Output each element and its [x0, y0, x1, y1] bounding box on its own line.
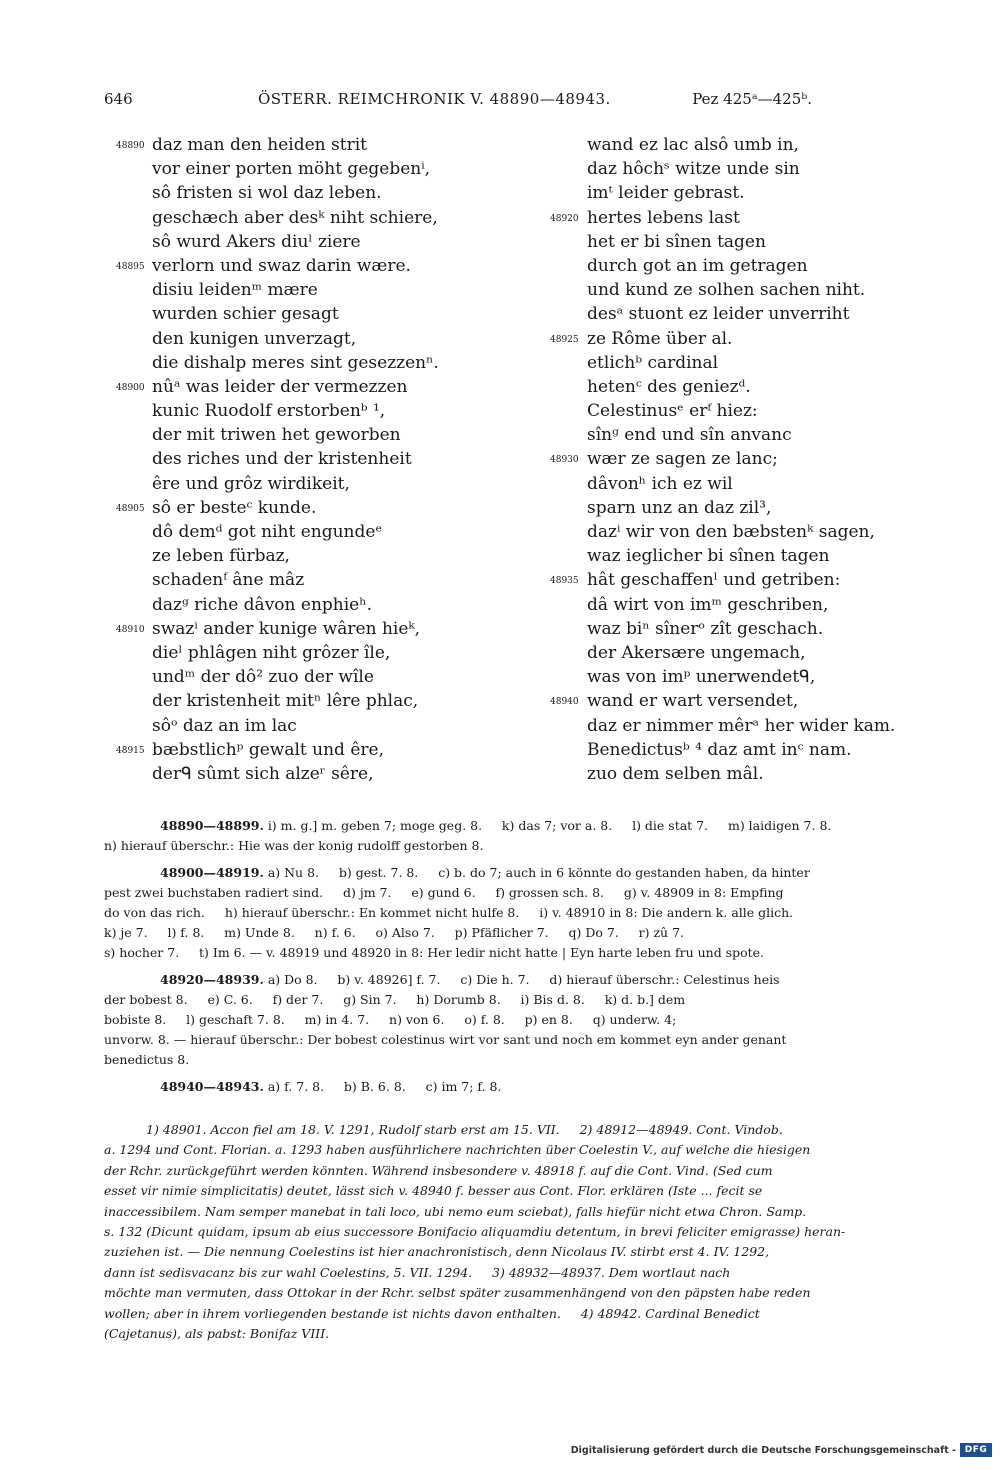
note-line: 1) 48901. Accon fiel am 18. V. 1291, Rudolf starb erst am 15. VII. 2) 48912—48949. Cont. Vindob.: [146, 1122, 783, 1137]
verse-line: [550, 544, 970, 568]
verse-text: êre und grôz wirdikeit,: [152, 473, 350, 494]
verse-text: bæbstlichᵖ gewalt und êre,: [152, 739, 384, 760]
apparatus-block: [104, 863, 960, 963]
verse-line: [550, 520, 970, 544]
verse-text: sôᵒ daz an im lac: [152, 715, 297, 736]
verse-line: [550, 351, 970, 375]
verse-text: wand er wart versendet,: [587, 691, 799, 712]
apparatus-line: [104, 1050, 960, 1070]
verse-text: dô demᵈ got niht engundeᵉ: [152, 522, 383, 542]
apparatus-text: der bobest 8. e) C. 6. f) der 7. g) Sin 7. h) Dorumb 8. i) Bis d. 8. k) d. b.] dem: [104, 992, 686, 1007]
apparatus-text: a) f. 7. 8. b) B. 6. 8. c) im 7; f. 8.: [267, 1079, 502, 1094]
verse-text: swazⁱ ander kunige wâren hieᵏ,: [152, 618, 421, 639]
verse-text: vor einer porten möht gegebenⁱ,: [152, 159, 431, 180]
pez-reference: Pez 425ᵃ—425ᵇ.: [692, 90, 812, 108]
apparatus-verse-range: 48940—48943.: [160, 1079, 264, 1094]
verse-text: daz er nimmer mêrᵃ her wider kam.: [587, 715, 896, 736]
verse-line: [116, 568, 536, 592]
verse-text: imᵗ leider gebrast.: [587, 183, 745, 204]
verse-line: [116, 278, 536, 302]
verse-text: verlorn und swaz darin wære.: [152, 255, 411, 276]
verse-line: [550, 689, 970, 713]
verse-line: [550, 447, 970, 471]
verse-text: wær ze sagen ze lanc;: [587, 449, 778, 470]
running-title: ÖSTERR. REIMCHRONIK V. 48890—48943.: [258, 90, 611, 108]
verse-text: het er bi sînen tagen: [587, 231, 766, 252]
apparatus-text: k) je 7. l) f. 8. m) Unde 8. n) f. 6. o) Also 7. p) Pfäflicher 7. q) Do 7. r) zû 7.: [104, 925, 685, 940]
verse-line: [116, 738, 536, 762]
verse-line: [116, 689, 536, 713]
verse-column-left: [116, 133, 536, 786]
verse-line: [116, 496, 536, 520]
apparatus-text: a) Nu 8. b) gest. 7. 8. c) b. do 7; auch in 6 könnte do gestanden haben, da hinter: [267, 865, 810, 880]
note-line: der Rchr. zurückgeführt werden könnten. Während insbesondere v. 48918 f. auf die Cont. Vind. (Sed cum: [104, 1162, 773, 1178]
apparatus-text: bobiste 8. l) geschaft 7. 8. m) in 4. 7. n) von 6. o) f. 8. p) en 8. q) underw. 4;: [104, 1012, 677, 1027]
note-line: möchte man vermuten, dass Ottokar in der Rchr. selbst später zusammenhängend von den päpsten habe reden: [104, 1285, 811, 1301]
verse-line: [550, 665, 970, 689]
verse-text: des riches und der kristenheit: [152, 449, 412, 470]
apparatus-line: [104, 836, 960, 856]
funding-footer: [571, 1442, 992, 1458]
verse-line: [116, 617, 536, 641]
verse-text: Celestinusᵉ erᶠ hiez:: [587, 401, 758, 422]
verse-text: schadenᶠ âne mâz: [152, 570, 305, 591]
verse-text: sô wurd Akers diuˡ ziere: [152, 231, 361, 252]
verse-text: und kund ze solhen sachen niht.: [587, 280, 866, 301]
verse-text: hetenᶜ des geniezᵈ.: [587, 376, 751, 397]
verse-line: [550, 254, 970, 278]
note-line: (Cajetanus), als pabst: Bonifaz VIII.: [104, 1325, 330, 1341]
verse-line: [116, 641, 536, 665]
apparatus-line: [104, 816, 960, 836]
verse-number: 48920: [550, 213, 579, 224]
verse-line: [116, 133, 536, 157]
apparatus-line: [104, 990, 960, 1010]
verse-line: [116, 544, 536, 568]
verse-line: [116, 472, 536, 496]
verse-line: [550, 327, 970, 351]
verse-text: wurden schier gesagt: [152, 304, 339, 325]
verse-text: dâvonʰ ich ez wil: [587, 473, 733, 494]
verse-text: der mit triwen het geworben: [152, 425, 401, 446]
verse-line: [116, 447, 536, 471]
apparatus-block: [104, 970, 960, 1070]
verse-line: [116, 520, 536, 544]
verse-number: 48935: [550, 576, 579, 587]
verse-text: nûᵃ was leider der vermezzen: [152, 376, 408, 397]
verse-line: [116, 375, 536, 399]
verse-line: [550, 206, 970, 230]
verse-line: [550, 593, 970, 617]
verse-text: geschæch aber desᵏ niht schiere,: [152, 207, 438, 228]
apparatus-line: [104, 1030, 960, 1050]
verse-text: sô er besteᶜ kunde.: [152, 497, 317, 518]
verse-text: Benedictusᵇ ⁴ daz amt inᶜ nam.: [587, 739, 852, 760]
apparatus-line: [104, 863, 960, 883]
verse-text: sô fristen si wol daz leben.: [152, 183, 382, 204]
verse-line: [550, 157, 970, 181]
verse-text: dazᵍ riche dâvon enphieʰ.: [152, 594, 372, 615]
verse-line: [116, 351, 536, 375]
verse-line: [116, 762, 536, 786]
verse-number: 48930: [550, 455, 579, 466]
verse-text: daz hôchˢ witze unde sin: [587, 159, 800, 180]
verse-text: waz biⁿ sînerᵒ zît geschach.: [587, 618, 824, 639]
verse-text: dieˡ phlâgen niht grôzer île,: [152, 642, 391, 663]
verse-line: [550, 472, 970, 496]
apparatus-line: [104, 1010, 960, 1030]
verse-number: 48910: [116, 624, 145, 635]
verse-text: der kristenheit mitⁿ lêre phlac,: [152, 691, 419, 712]
note-line: dann ist sedisvacanz bis zur wahl Coelestins, 5. VII. 1294. 3) 48932—48937. Dem wortlaut nach: [104, 1264, 731, 1280]
verse-number: 48940: [550, 697, 579, 708]
verse-text: hât geschaffenˡ und getriben:: [587, 570, 841, 591]
verse-text: kunic Ruodolf erstorbenᵇ ¹,: [152, 401, 386, 422]
apparatus-text: n) hierauf überschr.: Hie was der konig rudolff gestorben 8.: [104, 838, 484, 853]
verse-line: [116, 665, 536, 689]
verse-text: durch got an im getragen: [587, 255, 808, 276]
verse-text: zuo dem selben mâl.: [587, 763, 764, 784]
verse-line: [550, 302, 970, 326]
verse-line: [116, 593, 536, 617]
apparatus-block: [104, 816, 960, 856]
apparatus-text: i) m. g.] m. geben 7; moge geg. 8. k) das 7; vor a. 8. l) die stat 7. m) laidigen 7. 8.: [267, 818, 832, 833]
apparatus-line: [104, 883, 960, 903]
verse-line: [116, 254, 536, 278]
apparatus-verse-range: 48890—48899.: [160, 818, 264, 833]
note-line: s. 132 (Dicunt quidam, ipsum ab eius successore Bonifacio aliquamdiu detentum, in brevi feliciter emigrasse) heran-: [104, 1223, 846, 1239]
note-line: wollen; aber in ihrem vorliegenden bestande ist nichts davon enthalten. 4) 48942. Cardinal Benedict: [104, 1305, 760, 1321]
verse-line: [550, 568, 970, 592]
verse-text: wand ez lac alsô umb in,: [587, 135, 799, 155]
verse-line: [116, 157, 536, 181]
verse-line: [550, 230, 970, 254]
verse-text: etlichᵇ cardinal: [587, 352, 719, 373]
verse-line: [550, 278, 970, 302]
verse-line: [550, 714, 970, 738]
apparatus-text: s) hocher 7. t) Im 6. — v. 48919 und 48920 in 8: Her ledir nicht hatte | Eyn harte leben fru und spote.: [104, 945, 765, 960]
apparatus-text: a) Do 8. b) v. 48926] f. 7. c) Die h. 7. d) hierauf überschr.: Celestinus heis: [267, 972, 780, 987]
verse-column-right: [550, 133, 970, 786]
verse-line: [116, 423, 536, 447]
verse-line: [550, 181, 970, 205]
verse-text: hertes lebens last: [587, 207, 740, 228]
verse-line: [116, 206, 536, 230]
verse-number: 48915: [116, 745, 145, 756]
verse-text: den kunigen unverzagt,: [152, 328, 357, 349]
verse-line: [116, 327, 536, 351]
verse-text: was von imᵖ unerwendetᑫ,: [587, 667, 816, 688]
apparatus-block: [104, 1077, 960, 1097]
verse-number: 48905: [116, 503, 145, 514]
verse-text: ze Rôme über al.: [587, 328, 733, 349]
verse-text: der Akersære ungemach,: [587, 642, 806, 663]
verse-text: derᑫ sûmt sich alzeʳ sêre,: [152, 763, 374, 784]
funding-text: Digitalisierung gefördert durch die Deutsche Forschungsgemeinschaft -: [570, 1444, 956, 1456]
verse-text: desᵃ stuont ez leider unverriht: [587, 304, 850, 325]
verse-text: dâ wirt von imᵐ geschriben,: [587, 594, 829, 615]
verse-text: waz ieglicher bi sînen tagen: [587, 546, 830, 567]
commentary-notes: [104, 1120, 960, 1344]
verse-number: 48895: [116, 261, 145, 272]
page-header: [104, 90, 812, 114]
apparatus-line: [104, 903, 960, 923]
verse-line: [116, 230, 536, 254]
verse-line: [550, 423, 970, 447]
dfg-logo: DFG: [960, 1443, 992, 1457]
verse-line: [550, 399, 970, 423]
verse-number: 48925: [550, 334, 579, 345]
apparatus-verse-range: 48900—48919.: [160, 865, 264, 880]
verse-line: [550, 133, 970, 157]
verse-line: [116, 181, 536, 205]
apparatus-text: benedictus 8.: [104, 1052, 190, 1067]
apparatus-line: [104, 943, 960, 963]
verse-text: daz man den heiden strit: [152, 135, 367, 155]
verse-line: [550, 738, 970, 762]
apparatus-text: unvorw. 8. — hierauf überschr.: Der bobest colestinus wirt vor sant und noch em kommet eyn ander genant: [104, 1032, 787, 1047]
note-line: esset vir nimie simplicitatis) deutet, lässt sich v. 48940 f. besser aus Cont. Flor. erklären (Iste ... fecit se: [104, 1183, 763, 1199]
verse-line: [116, 399, 536, 423]
apparatus-text: do von das rich. h) hierauf überschr.: En kommet nicht hulfe 8. i) v. 48910 in 8: Die andern k. alle glich.: [104, 905, 794, 920]
verse-text: die dishalp meres sint gesezzenⁿ.: [152, 352, 439, 373]
verse-line: [550, 641, 970, 665]
apparatus-line: [104, 1077, 960, 1097]
apparatus-text: pest zwei buchstaben radiert sind. d) jm 7. e) gund 6. f) grossen sch. 8. g) v. 48909 in 8: Empfing: [104, 885, 784, 900]
verse-text: sparn unz an daz zil³,: [587, 497, 772, 518]
verse-line: [550, 762, 970, 786]
verse-text: sînᵍ end und sîn anvanc: [587, 425, 792, 446]
verse-number: 48900: [116, 382, 145, 393]
verse-text: undᵐ der dô² zuo der wîle: [152, 667, 374, 688]
note-line: inaccessibilem. Nam semper manebat in tali loco, ubi nemo eum sciebat), falls hiefür nicht etwa Chron. Samp.: [104, 1203, 807, 1219]
apparatus-line: [104, 923, 960, 943]
apparatus-line: [104, 970, 960, 990]
verse-number: 48890: [116, 141, 145, 151]
verse-text: ze leben fürbaz,: [152, 546, 290, 567]
verse-text: disiu leidenᵐ mære: [152, 280, 318, 301]
verse-line: [550, 375, 970, 399]
note-line: a. 1294 und Cont. Florian. a. 1293 haben ausführlichere nachrichten über Coelestin V., auf welche die hiesigen: [104, 1142, 811, 1158]
verse-line: [550, 617, 970, 641]
verse-line: [116, 302, 536, 326]
apparatus-verse-range: 48920—48939.: [160, 972, 264, 987]
page-number: 646: [104, 90, 133, 108]
verse-line: [116, 714, 536, 738]
verse-line: [550, 496, 970, 520]
verse-text: dazⁱ wir von den bæbstenᵏ sagen,: [587, 522, 875, 542]
note-line: zuziehen ist. — Die nennung Coelestins ist hier anachronistisch, denn Nicolaus IV. stirbt erst 4. IV. 1292,: [104, 1244, 770, 1260]
